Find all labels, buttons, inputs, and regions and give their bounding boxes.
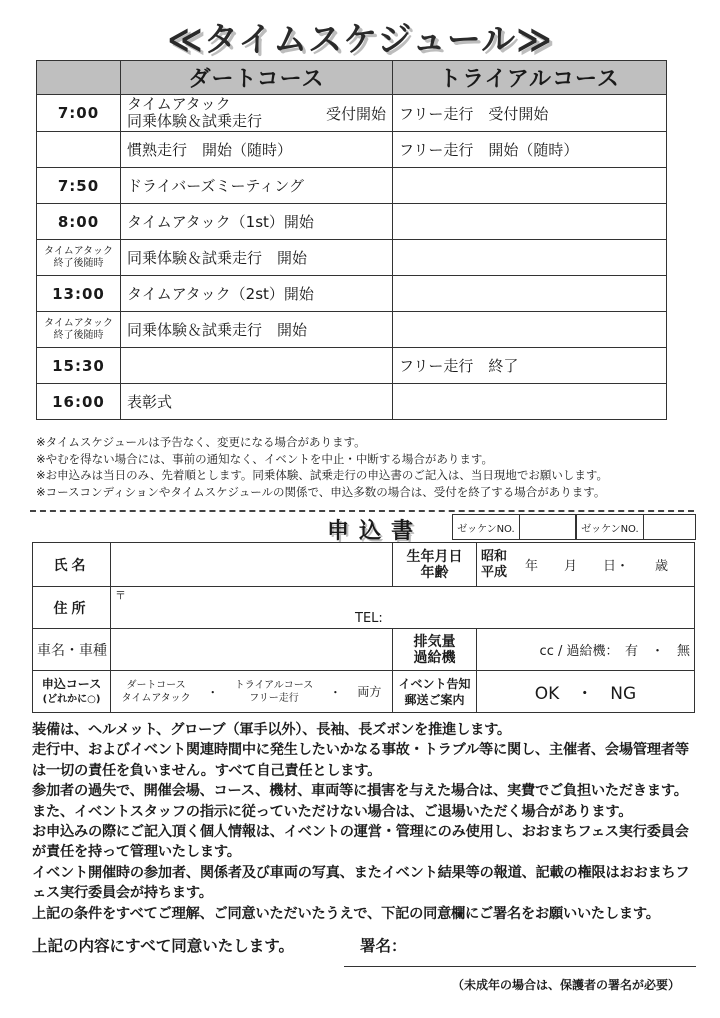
dirt-tail: 受付開始: [325, 104, 386, 123]
schedule-row: [37, 276, 667, 312]
time-cell: [37, 132, 121, 168]
terms-paragraph: お申込みの際にご記入頂く個人情報は、イベントの運営・管理にのみ使用し、おおまちフェス実行委員会が責任を持って管理いたします。: [32, 824, 689, 861]
schedule-header-row: [37, 61, 667, 95]
dirt-cell: タイムアタック（2st）開始: [121, 276, 393, 312]
terms-paragraph: 上記の条件をすべてご理解、ご同意いただいたうえで、下記の同意欄にご署名をお願いいたします。: [32, 905, 660, 922]
trial-cell: フリー走行 開始（随時）: [393, 132, 667, 168]
bib-number-box-1: [452, 514, 576, 540]
course-hint: (どれかに○): [42, 693, 101, 705]
dirt-cell: 同乗体験＆試乗走行 開始: [121, 312, 393, 348]
notice-label-line: 郵送ご案内: [404, 692, 465, 707]
note-line: ※やむを得ない場合には、事前の通知なく、イベントを中止・中断する場合があります。: [36, 451, 493, 466]
trial-cell: [393, 312, 667, 348]
birth-label: [393, 543, 477, 587]
note-line: ※タイムスケジュールは予告なく、変更になる場合があります。: [36, 435, 366, 449]
terms-paragraph: イベント開催時の参加者、関係者及び車両の写真、またイベント結果等の報道、記載の権限はおおまちフェス実行委員会が持ちます。: [32, 864, 690, 902]
time-line: 終了後随時: [53, 329, 104, 341]
displacement-field[interactable]: cc / 過給機： 有 ・ 無: [477, 629, 695, 671]
time-cell: 16:00: [37, 384, 121, 420]
schedule-row: [37, 312, 667, 348]
dirt-cell: 同乗体験＆試乗走行 開始: [121, 240, 393, 276]
terms-text: [32, 720, 696, 924]
time-line: タイムアタック: [43, 245, 114, 257]
application-title: 申込書: [326, 519, 423, 544]
age-label-line: 年齢: [420, 564, 449, 581]
dirt-line: タイムアタック: [127, 95, 231, 113]
separator: ・: [207, 688, 218, 699]
course-label-line: 申込コース: [41, 676, 102, 691]
birth-label-line: 生年月日: [406, 548, 463, 565]
header-time: [37, 61, 121, 95]
notice-choice[interactable]: OK ・ NG: [477, 671, 695, 713]
date-fields: 年 月 日・ 歳: [525, 559, 669, 574]
car-field[interactable]: [111, 629, 393, 671]
birth-field[interactable]: [477, 543, 695, 587]
bib-number-input[interactable]: [520, 515, 575, 539]
course-option-line: トライアルコース: [234, 679, 314, 691]
terms-paragraph: 走行中、およびイベント関連時間中に発生したいかなる事故・トラブル等に関し、主催者、会場管理者等は一切の責任を負いません。すべて自己責任とします。: [32, 742, 689, 779]
turbo-label-line: 過給機: [413, 649, 456, 666]
page-title: ≪タイムスケジュール≫: [167, 20, 553, 60]
trial-cell: [393, 204, 667, 240]
car-label: 車名・車種: [33, 629, 111, 671]
terms-paragraph: 参加者の過失で、開催会場、コース、機材、車両等に損害を与えた場合は、実費でご負担いただきます。また、イベントスタッフの指示に従っていただけない場合は、ご退場いただく場合があります。: [32, 783, 688, 820]
trial-cell: フリー走行 受付開始: [393, 95, 667, 132]
course-label: [33, 671, 111, 713]
course-option-both[interactable]: 両方: [357, 685, 382, 699]
course-option-line: ダートコース: [126, 679, 186, 691]
bib-number-box-2: [576, 514, 696, 540]
name-row: [33, 543, 695, 587]
course-row: [33, 671, 695, 713]
course-option-dirt[interactable]: [122, 679, 191, 705]
signature-line[interactable]: [344, 966, 696, 967]
time-cell: 7:00: [37, 95, 121, 132]
name-label: 氏名: [33, 543, 111, 587]
minor-note: （未成年の場合は、保護者の署名が必要）: [452, 978, 681, 992]
dirt-cell: 表彰式: [121, 384, 393, 420]
time-line: 終了後随時: [53, 257, 104, 269]
dirt-cell: [121, 348, 393, 384]
signature-label: 署名：: [360, 937, 407, 955]
trial-cell: [393, 240, 667, 276]
tel-label: TEL:: [355, 611, 383, 626]
time-cell: [37, 312, 121, 348]
terms-paragraph: 装備は、ヘルメット、グローブ（軍手以外）、長袖、長ズボンを推進します。: [32, 722, 511, 738]
note-line: ※コースコンディションやタイムスケジュールの関係で、申込多数の場合は、受付を終了する場合があります。: [36, 484, 606, 499]
trial-cell: [393, 276, 667, 312]
bib-label: ゼッケンNO.: [577, 515, 644, 539]
trial-cell: [393, 384, 667, 420]
schedule-row: [37, 204, 667, 240]
time-line: タイムアタック: [43, 317, 114, 329]
trial-cell: [393, 168, 667, 204]
schedule-row: [37, 384, 667, 420]
name-field[interactable]: [111, 543, 393, 587]
schedule-table: [36, 60, 667, 420]
schedule-row: [37, 95, 667, 132]
era-showa: 昭和: [481, 548, 508, 564]
header-trial-course: トライアルコース: [393, 61, 667, 95]
course-option-trial[interactable]: [235, 679, 314, 705]
schedule-notes: [36, 434, 696, 500]
car-row: [33, 629, 695, 671]
separator: ・: [330, 688, 341, 699]
note-line: ※お申込みは当日のみ、先着順とします。同乗体験、試乗走行の申込書のご記入は、当日現地でお願いします。: [36, 468, 608, 482]
postal-mark: 〒: [115, 589, 126, 602]
application-form: [32, 542, 695, 713]
address-field[interactable]: [111, 587, 695, 629]
dirt-cell: 慣熟走行 開始（随時）: [121, 132, 393, 168]
address-label: 住所: [33, 587, 111, 629]
dirt-cell: ドライバーズミーティング: [121, 168, 393, 204]
notice-label: [393, 671, 477, 713]
cut-line: [30, 510, 694, 512]
dirt-cell: タイムアタック（1st）開始: [121, 204, 393, 240]
address-row: [33, 587, 695, 629]
bib-label: ゼッケンNO.: [453, 515, 520, 539]
era-heisei: 平成: [481, 564, 508, 580]
displacement-label: [393, 629, 477, 671]
schedule-row: [37, 240, 667, 276]
time-cell: [37, 240, 121, 276]
course-option-line: フリー走行: [249, 692, 299, 704]
schedule-row: [37, 132, 667, 168]
course-options: [111, 671, 393, 713]
dirt-line: 同乗体験＆試乗走行: [127, 112, 263, 130]
header-dirt-course: ダートコース: [121, 61, 393, 95]
course-option-line: タイムアタック: [121, 692, 191, 704]
bib-number-input[interactable]: [644, 515, 695, 539]
schedule-row: [37, 168, 667, 204]
agreement-statement: 上記の内容にすべて同意いたします。: [32, 937, 294, 955]
time-cell: 13:00: [37, 276, 121, 312]
time-cell: 8:00: [37, 204, 121, 240]
notice-label-line: イベント告知: [398, 676, 471, 691]
schedule-row: [37, 348, 667, 384]
time-cell: 15:30: [37, 348, 121, 384]
time-cell: 7:50: [37, 168, 121, 204]
dirt-cell: [121, 95, 393, 132]
displacement-label-line: 排気量: [413, 633, 456, 650]
trial-cell: フリー走行 終了: [393, 348, 667, 384]
